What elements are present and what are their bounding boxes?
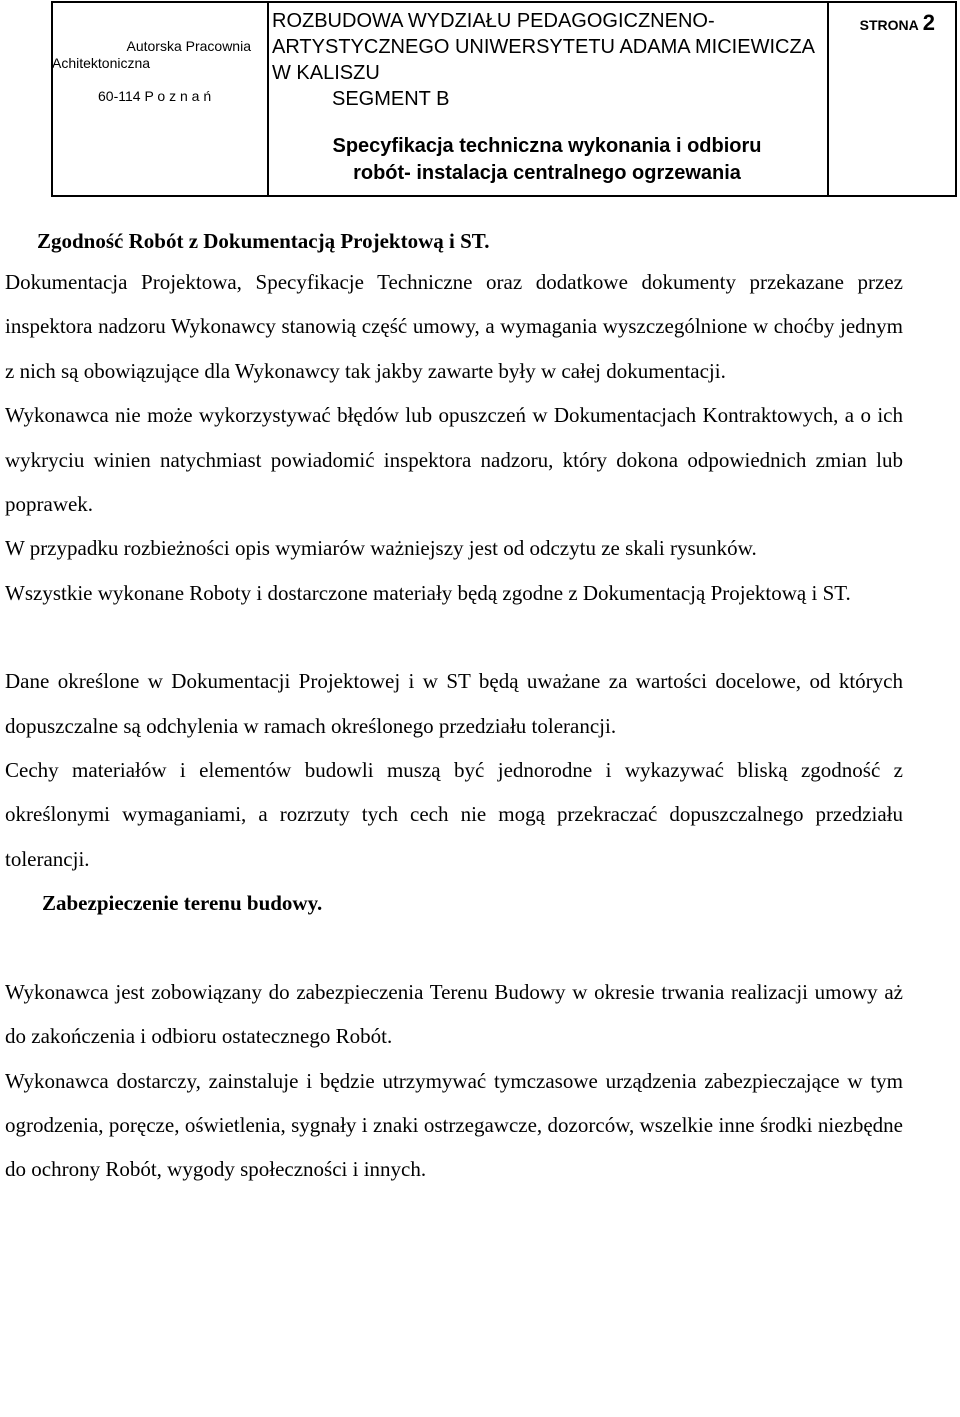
- paragraph: Cechy materiałów i elementów budowli muszą być jednorodne i wykazywać bliską zgodność z określonymi wymaganiami, a rozrzuty tych cech nie mogą przekraczać dopuszczalnego przedziału tolerancji.: [5, 758, 903, 871]
- paragraph: W przypadku rozbieżności opis wymiarów ważniejszy jest od odczytu ze skali rysunków.: [5, 536, 757, 561]
- project-title-line: ROZBUDOWA WYDZIAŁU PEDAGOGICZNENO-: [272, 10, 715, 32]
- project-title-line: W KALISZU: [272, 62, 380, 84]
- document-body: [5, 222, 903, 1192]
- section-heading: Zabezpieczenie terenu budowy.: [42, 891, 323, 916]
- project-title: [272, 8, 828, 112]
- title-cell: [269, 3, 829, 195]
- paragraph: Wykonawca nie może wykorzystywać błędów lub opuszczeń w Dokumentacjach Kontraktowych, a o ich wykryciu winien natychmiast powiadomić inspektora nadzoru, który dokona odpowiednich zmian lub poprawek.: [5, 403, 903, 517]
- page-indicator: [860, 10, 935, 36]
- paragraph: Dokumentacja Projektowa, Specyfikacje Techniczne oraz dodatkowe dokumenty przekazane przez inspektora nadzoru Wykonawcy stanowią część umowy, a wymagania wyszczególnione w choćby jednym z nich są obowiązujące dla Wykonawcy tak jakby zawarte były w całej dokumentacji.: [5, 270, 903, 383]
- page-number: 2: [922, 10, 935, 35]
- page-label: STRONA: [859, 17, 919, 33]
- spacer: [5, 615, 903, 659]
- spacer: [5, 926, 903, 970]
- project-title-line: ARTYSTYCZNEGO UNIWERSYTETU ADAMA MICIEWICZA: [272, 36, 816, 58]
- spec-title: [269, 133, 825, 187]
- document-header: [51, 1, 957, 197]
- firm-cell: [53, 3, 269, 195]
- paragraph: Wszystkie wykonane Roboty i dostarczone materiały będą zgodne z Dokumentacją Projektową i ST.: [5, 580, 851, 605]
- page-cell: [829, 3, 955, 195]
- paragraph: Dane określone w Dokumentacji Projektowej i w ST będą uważane za wartości docelowe, od których dopuszczalne są odchylenia w ramach określonego przedziału tolerancji.: [5, 669, 903, 738]
- segment-label: SEGMENT B: [332, 88, 450, 110]
- firm-name-line1: Autorska Pracownia: [126, 38, 251, 54]
- paragraph: Wykonawca jest zobowiązany do zabezpieczenia Terenu Budowy w okresie trwania realizacji umowy aż do zakończenia i odbioru ostatecznego Robót.: [5, 979, 903, 1049]
- spec-title-line: robót- instalacja centralnego ogrzewania: [353, 162, 741, 184]
- section-heading: Zgodność Robót z Dokumentacją Projektową i ST.: [37, 229, 490, 253]
- firm-address: 60-114 P o z n a ń: [98, 88, 212, 104]
- firm-name-line2: Achitektoniczna: [52, 55, 151, 71]
- spec-title-line: Specyfikacja techniczna wykonania i odbioru: [332, 135, 762, 157]
- paragraph: Wykonawca dostarczy, zainstaluje i będzie utrzymywać tymczasowe urządzenia zabezpieczające w tym ogrodzenia, poręcze, oświetlenia, sygnały i znaki ostrzegawcze, dozorców, wszelkie inne środki niezbędne do ochrony Robót, wygody społeczności i innych.: [5, 1068, 903, 1182]
